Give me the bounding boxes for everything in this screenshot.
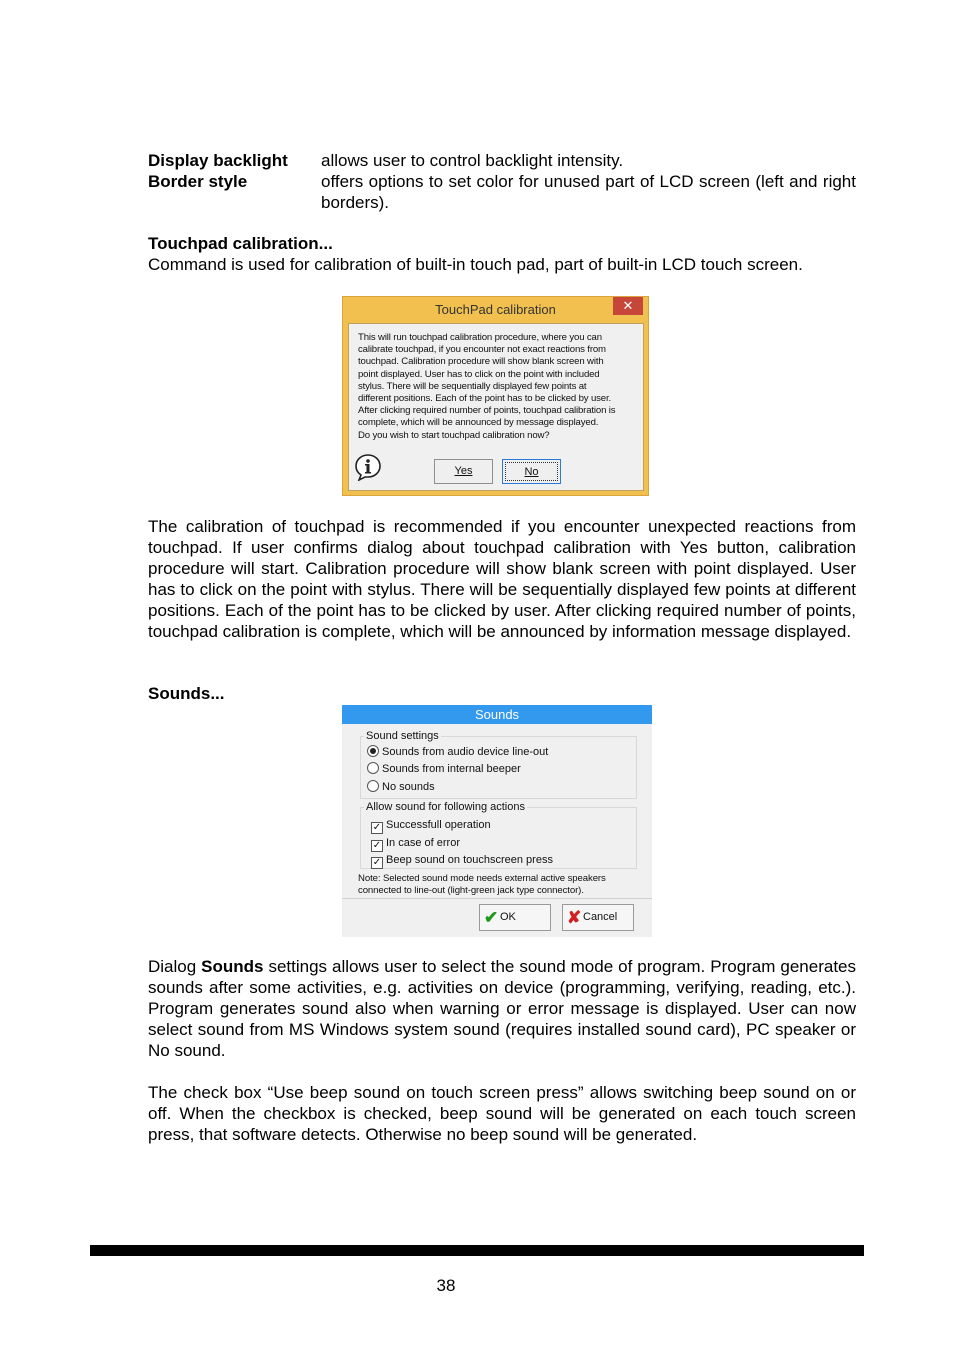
sounds-bold: Sounds (201, 957, 264, 976)
checkbox-touchscreen-beep[interactable] (371, 853, 553, 869)
sounds-heading: Sounds... (148, 684, 225, 703)
checkbox-paragraph: The check box “Use beep sound on touch screen press” allows switching beep sound on or off. When the checkbox is checked, beep sound will be generated on each touch screen press, that software detects. Otherwise no beep sound will be generated. (148, 1083, 856, 1144)
sounds-paragraph (148, 956, 856, 1061)
checkbox-checked-icon: ✓ (372, 822, 382, 833)
yes-label: Yes (454, 465, 473, 477)
no-button[interactable] (502, 459, 561, 484)
message-line: complete, which will be announced by message displayed. (358, 417, 599, 429)
message-line: This will run touchpad calibration procedure, where you can (358, 332, 602, 343)
group-legend: Sound settings (366, 730, 439, 742)
info-icon (354, 453, 382, 481)
no-label: No (524, 466, 539, 478)
yes-button[interactable] (434, 459, 493, 484)
message-line: stylus. There will be sequentially displayed few points at (358, 380, 587, 392)
checkmark-icon: ✔ (484, 908, 499, 927)
divider (342, 898, 652, 899)
option-label: In case of error (386, 837, 460, 849)
sound-note (358, 873, 643, 898)
touchpad-calibration-dialog (342, 296, 649, 496)
term-display-backlight: Display backlight (148, 151, 288, 170)
message-line: Do you wish to start touchpad calibration now? (358, 429, 550, 441)
calibration-paragraph: The calibration of touchpad is recommended if you encounter unexpected reactions from touchpad. If user confirms dialog about touchpad calibration with Yes button, calibration procedure will start. Calibration procedure will show blank screen with point displayed. User has to click on the point with stylus. There will be sequentially displayed few points at different positions. Each of the point has to be clicked by user. After clicking required number of points, touchpad calibration is complete, which will be announced by information message displayed. (148, 517, 856, 641)
message-line: touchpad. Calibration procedure will show blank screen with (358, 356, 604, 368)
message-line: calibrate touchpad, if you encounter not exact reactions from (358, 344, 606, 356)
message-line: After clicking required number of points, touchpad calibration is (358, 405, 616, 417)
radio-selected-icon (367, 745, 379, 757)
checkbox-checked-icon: ✓ (372, 840, 382, 851)
text-run: settings allows user to select the sound mode of program. Program generates sounds after some activities, e.g. activities on device (programming, verifying, reading, etc.). Program generates sound also when warning or error message is displayed. User can now select sound from MS Windows system sound (requires installed sound card), PC speaker or No sound. (148, 957, 856, 1060)
cancel-label: Cancel (583, 911, 618, 923)
checkbox-successful-operation[interactable] (371, 818, 491, 834)
option-label: Sounds from internal beeper (382, 763, 521, 775)
note-line: connected to line-out (light-green jack type connector). (358, 885, 584, 897)
footer-rule (90, 1245, 864, 1256)
sound-settings-group (360, 730, 637, 799)
option-label: Sounds from audio device line-out (382, 746, 549, 758)
checkbox-error[interactable] (371, 836, 460, 852)
x-icon: ✘ (567, 908, 582, 927)
option-label: No sounds (382, 781, 435, 793)
message-line: different positions. Each of the point has to be clicked by user. (358, 393, 611, 405)
dialog-title: Sounds (342, 705, 652, 724)
ok-button[interactable] (479, 904, 551, 931)
group-legend: Allow sound for following actions (366, 801, 525, 813)
option-label: Successfull operation (386, 819, 491, 831)
sounds-dialog (342, 705, 652, 937)
radio-no-sounds[interactable] (367, 780, 435, 794)
radio-empty-icon (367, 780, 379, 792)
cancel-button[interactable] (562, 904, 634, 931)
ok-label: OK (500, 911, 516, 923)
allow-sound-group (360, 801, 637, 869)
checkbox-checked-icon: ✓ (372, 857, 382, 868)
close-icon[interactable]: ✕ (613, 297, 643, 315)
radio-empty-icon (367, 762, 379, 774)
desc-border-style: offers options to set color for unused part of LCD screen (left and right borders). (321, 172, 856, 212)
desc-display-backlight: allows user to control backlight intensity. (321, 151, 624, 170)
term-border-style: Border style (148, 172, 248, 191)
message-line: point displayed. User has to click on the point with included (358, 368, 600, 380)
touchpad-heading: Touchpad calibration... (148, 234, 333, 253)
dialog-message (358, 332, 640, 442)
radio-internal-beeper[interactable] (367, 762, 521, 776)
option-label: Beep sound on touchscreen press (386, 854, 553, 866)
radio-line-out[interactable] (367, 745, 548, 759)
note-line: Note: Selected sound mode needs external active speakers (358, 873, 606, 884)
page-number: 38 (436, 1276, 456, 1295)
text-run: Dialog (148, 957, 202, 976)
dialog-title: TouchPad calibration (435, 302, 556, 317)
dialog-body (348, 323, 644, 491)
touchpad-intro: Command is used for calibration of built-in touch pad, part of built-in LCD touch screen. (148, 255, 803, 274)
